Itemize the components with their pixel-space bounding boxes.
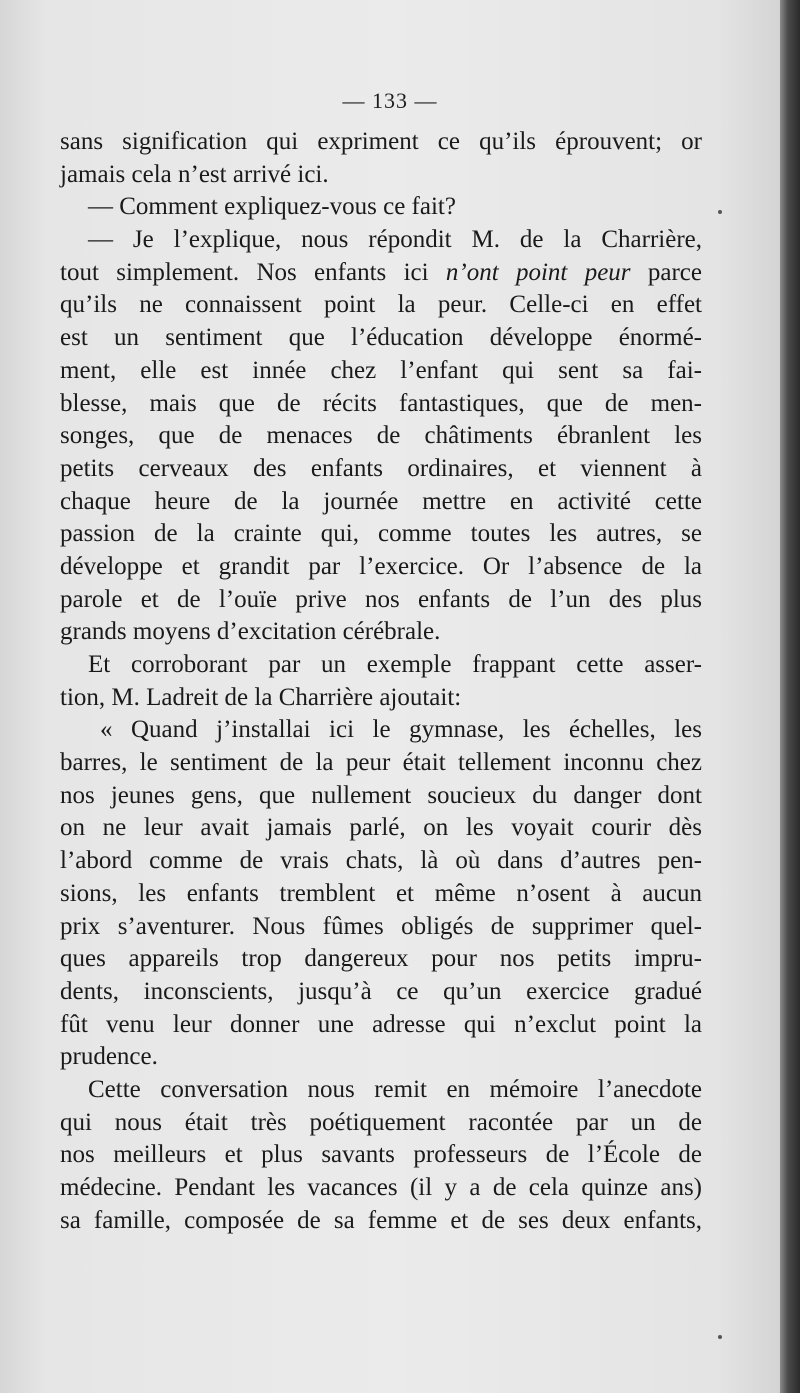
text-line: prix s’aventurer. Nous fûmes obligés de supprimer quel- xyxy=(60,912,702,940)
text-line: médecine. Pendant les vacances (il y a de cela quinze ans) xyxy=(60,1174,702,1201)
text-line: nos meilleurs et plus savants professeurs de l’École de xyxy=(60,1141,702,1169)
text-line: on ne leur avait jamais parlé, on les voyait courir dès xyxy=(60,814,702,842)
text-line: — Je l’explique, nous répondit M. de la Charrière, xyxy=(88,226,702,254)
text-line: « Quand j’installai ici le gymnase, les échelles, les xyxy=(100,716,702,744)
page-text xyxy=(60,126,702,1237)
text-line: ment, elle est innée chez l’enfant qui sent sa fai- xyxy=(60,356,702,384)
text-line: Et corroborant par un exemple frappant cette asser- xyxy=(88,651,702,678)
text-line: fût venu leur donner une adresse qui n’exclut point la xyxy=(60,1010,702,1038)
text-line: développe et grandit par l’exercice. Or l’absence de la xyxy=(60,552,702,580)
text-line: songes, que de menaces de châtiments ébranlent les xyxy=(60,422,702,450)
text-line: blesse, mais que de récits fantastiques, que de men- xyxy=(60,389,702,417)
text-line: est un sentiment que l’éducation développe énormé- xyxy=(60,324,702,352)
text-line: jamais cela n’est arrivé ici. xyxy=(60,160,329,188)
text-line: dents, inconscients, jusqu’à ce qu’un exercice gradué xyxy=(60,977,702,1005)
text-line: passion de la crainte qui, comme toutes les autres, se xyxy=(60,520,702,548)
text-line: l’abord comme de vrais chats, là où dans d’autres pen- xyxy=(60,847,702,875)
text-line: tion, M. Ladreit de la Charrière ajoutait: xyxy=(60,683,462,711)
text-line: — Comment expliquez-vous ce fait? xyxy=(88,193,456,221)
text-line: sans signification qui expriment ce qu’ils éprouvent; or xyxy=(60,128,702,155)
book-spine-shadow xyxy=(780,0,800,1393)
text-line: ques appareils trop dangereux pour nos petits impru- xyxy=(60,945,702,973)
text-line: prudence. xyxy=(60,1043,158,1071)
text-line: qui nous était très poétiquement racontée par un de xyxy=(60,1108,702,1136)
text-line: sa famille, composée de sa femme et de ses deux enfants, xyxy=(60,1206,702,1234)
text-line: qu’ils ne connaissent point la peur. Celle-ci en effet xyxy=(60,291,702,319)
text-line: tout simplement. Nos enfants ici n’ont point peur parce xyxy=(60,258,702,286)
text-line: grands moyens d’excitation cérébrale. xyxy=(60,618,441,646)
text-line: barres, le sentiment de la peur était tellement inconnu chez xyxy=(60,749,702,777)
page-number: — 133 — xyxy=(342,88,438,113)
text-line: sions, les enfants tremblent et même n’osent à aucun xyxy=(60,879,702,907)
paper-speck xyxy=(718,210,722,214)
text-line: petits cerveaux des enfants ordinaires, et viennent à xyxy=(60,454,702,482)
paper-speck xyxy=(718,1335,722,1339)
text-line: Cette conversation nous remit en mémoire l’anecdote xyxy=(88,1075,702,1103)
text-line: nos jeunes gens, que nullement soucieux du danger dont xyxy=(60,781,702,809)
text-line: parole et de l’ouïe prive nos enfants de l’un des plus xyxy=(60,585,702,613)
text-line: chaque heure de la journée mettre en activité cette xyxy=(60,487,702,515)
